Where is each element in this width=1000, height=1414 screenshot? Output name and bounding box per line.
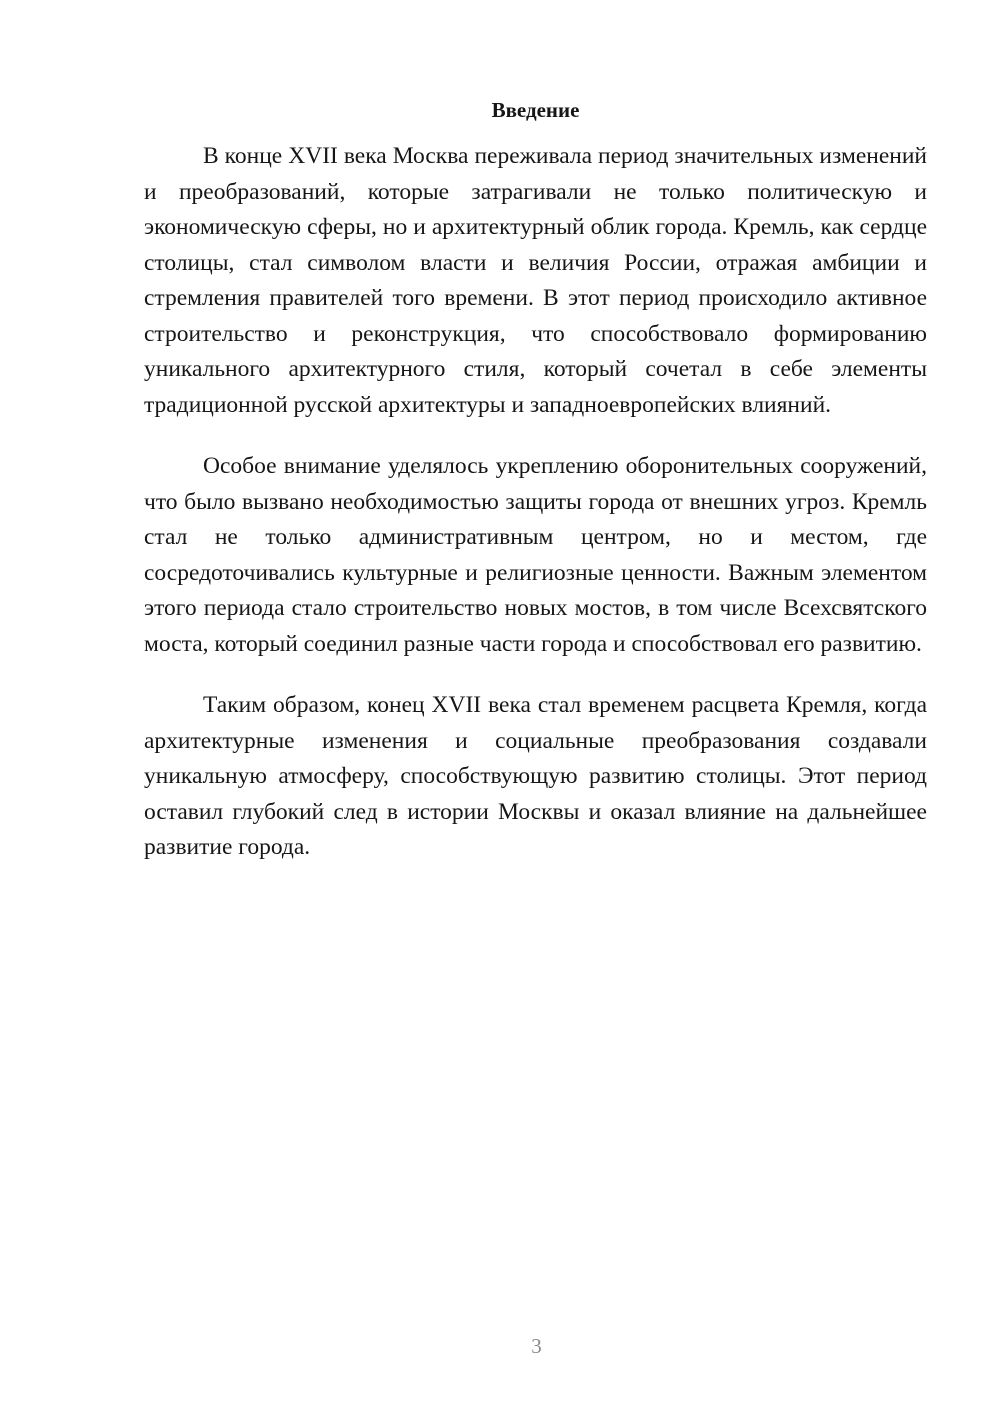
page-body (144, 95, 927, 892)
paragraph-1: В конце XVII века Москва переживала период значительных изменений и преобразований, которые затрагивали не только политическую и экономическую сферы, но и архитектурный облик города. Кремль, как сердце столицы, стал символом власти и величия России, отражая амбиции и стремления правителей того времени. В этот период происходило активное строительство и реконструкция, что способствовало формированию уникального архитектурного стиля, который сочетал в себе элементы традиционной русской архитектуры и западноевропейских влияний. (144, 143, 927, 418)
paragraph-3: Таким образом, конец XVII века стал временем расцвета Кремля, когда архитектурные изменения и социальные преобразования создавали уникальную атмосферу, способствующую развитию столицы. Этот период оставил глубокий след в истории Москвы и оказал влияние на дальнейшее развитие города. (144, 692, 927, 860)
paragraph-2: Особое внимание уделялось укреплению оборонительных сооружений, что было вызвано необходимостью защиты города от внешних угроз. Кремль стал не только административным центром, но и местом, где сосредоточивались культурные и религиозные ценности. Важным элементом этого периода стало строительство новых мостов, в том числе Всехсвятского моста, который соединил разные части города и способствовал его развитию. (144, 453, 927, 657)
page-number: 3 (531, 1334, 542, 1358)
section-heading: Введение (491, 98, 580, 122)
